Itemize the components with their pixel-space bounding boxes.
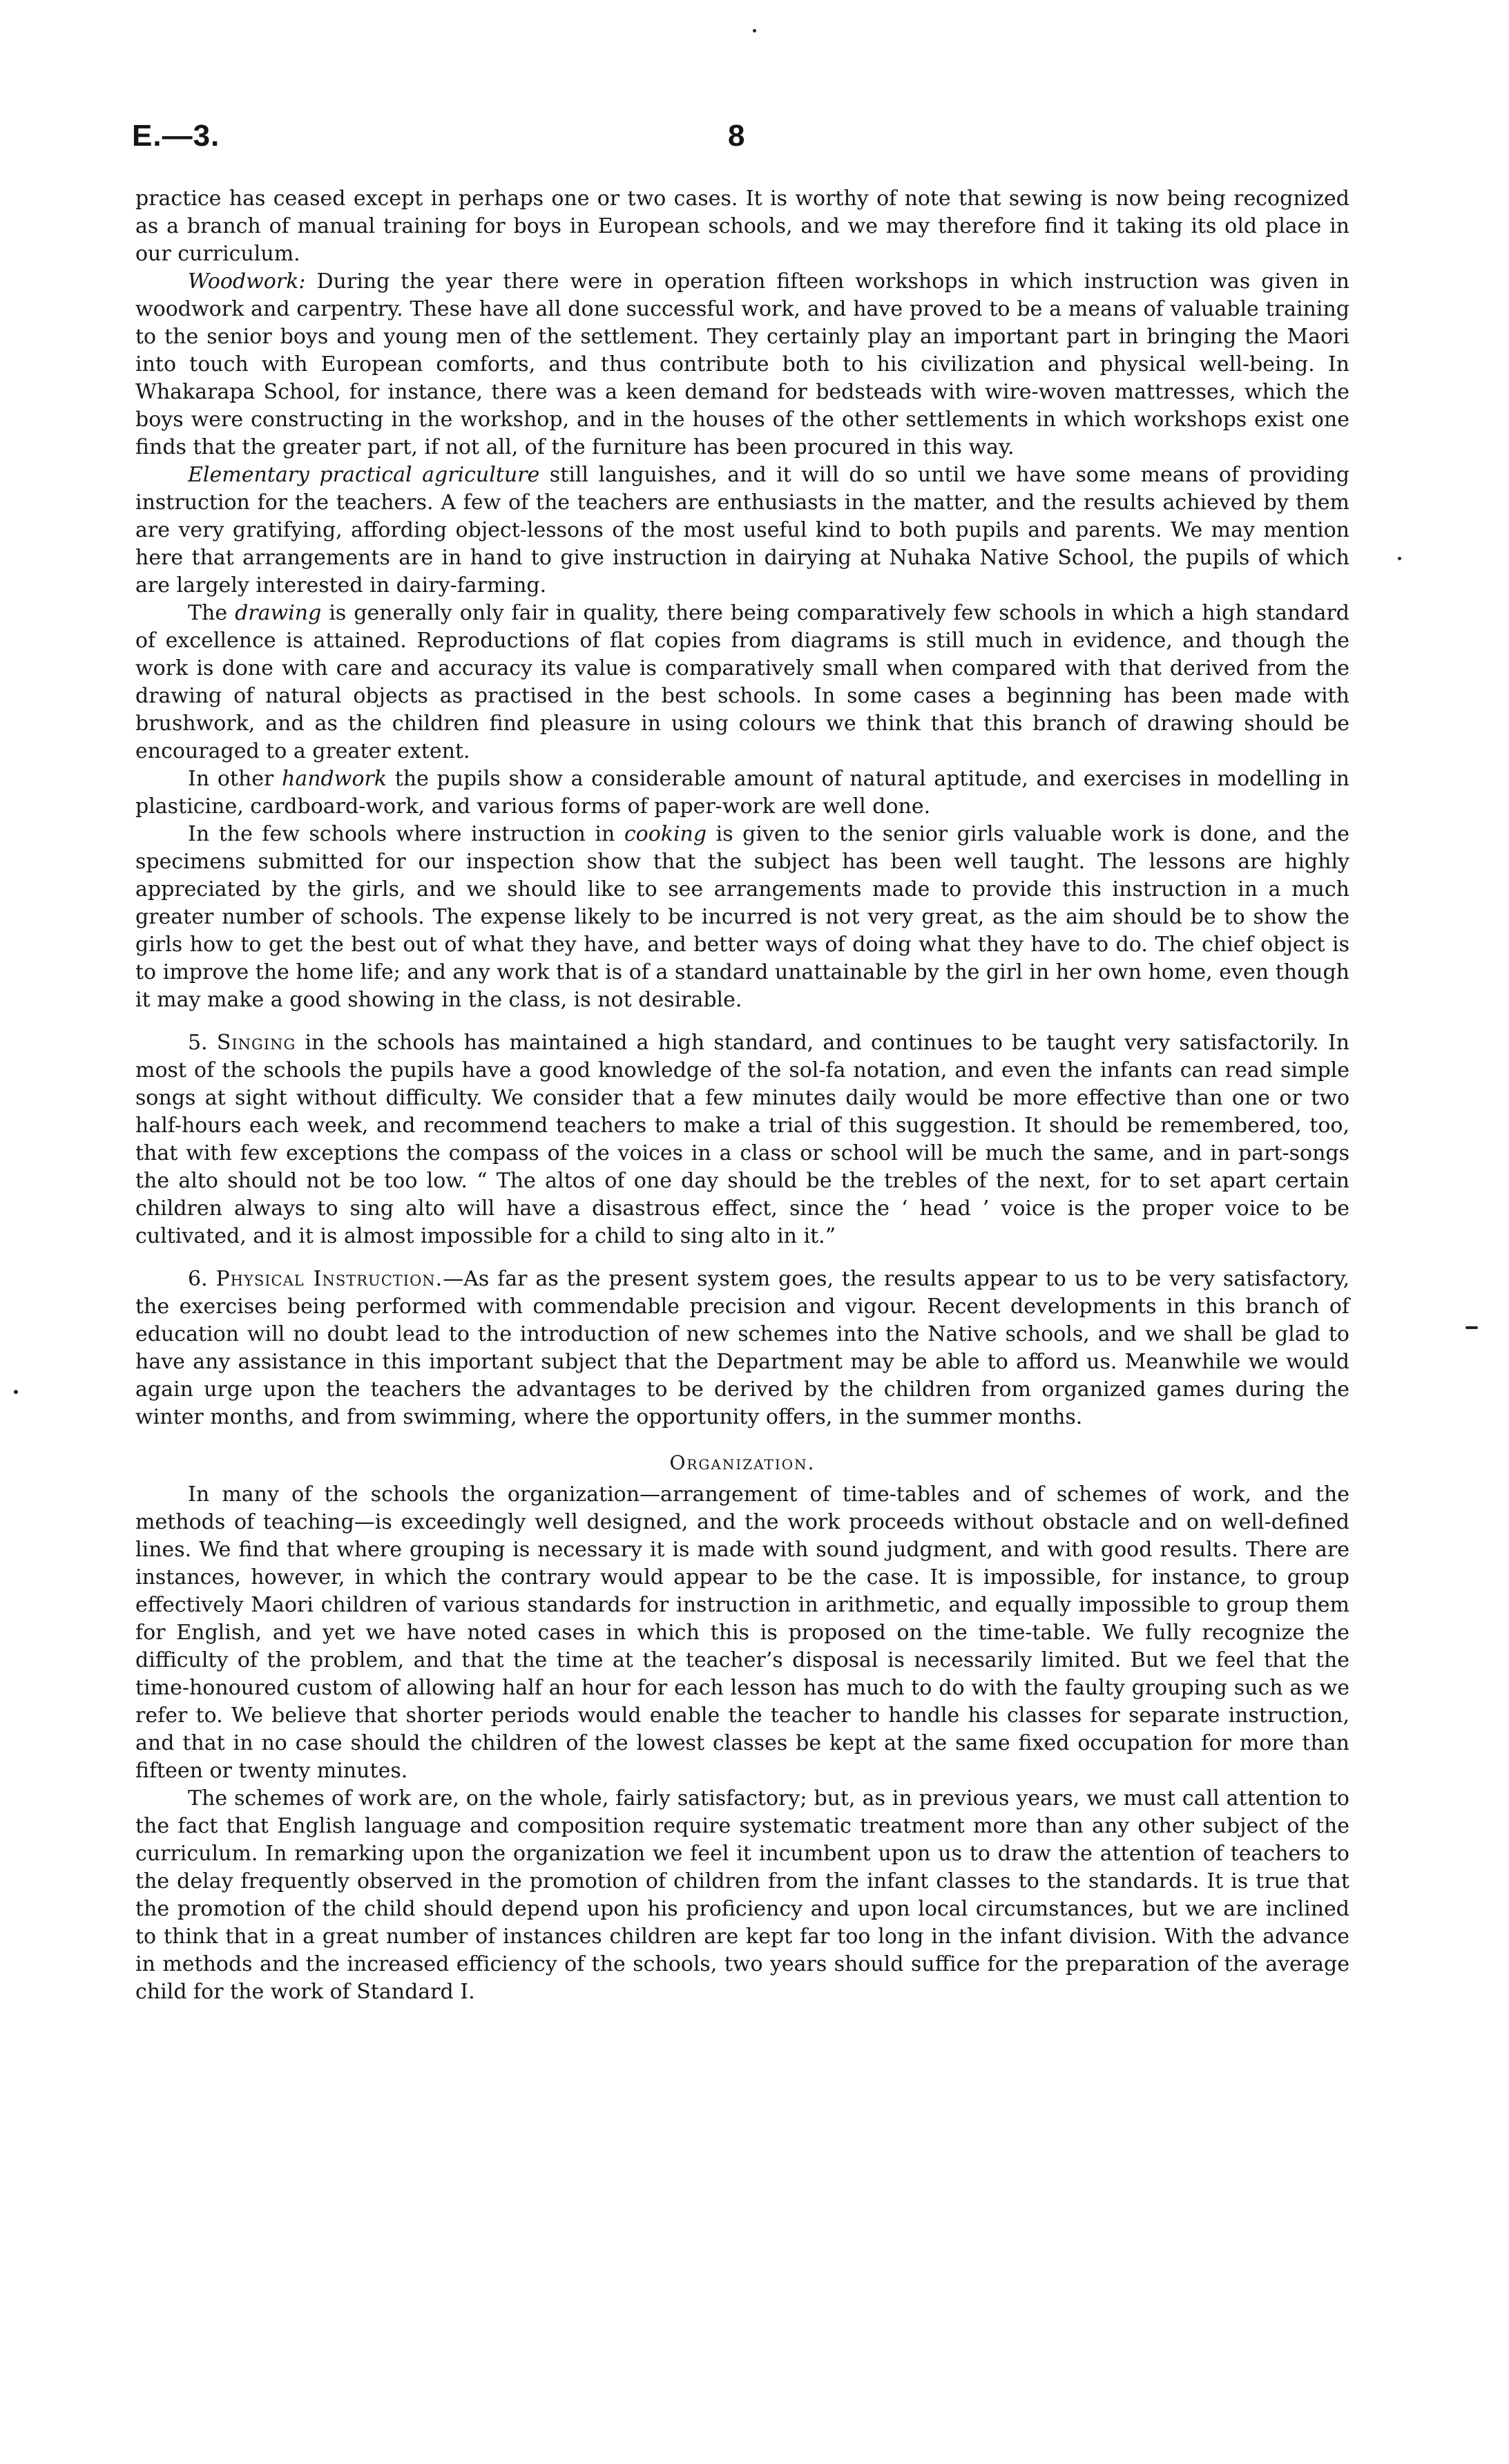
- cooking-label: cooking: [624, 822, 707, 846]
- woodwork-label: Woodwork:: [188, 269, 306, 294]
- paragraph-handwork: In other handwork the pupils show a considerable amount of natural aptitude, and exercises in modelling in plasticine, cardboard-work, and various forms of paper-work are well done.: [135, 767, 1349, 819]
- paragraph-drawing: The drawing is generally only fair in quality, there being comparatively few schools in which a high standard of excellence is attained. Reproductions of flat copies from diagrams is still much in evidence, and though the work is done with care and accuracy its value is comparatively small when compared with that derived from the drawing of natural objects as practised in the best schools. In some cases a beginning has been made with brushwork, and as the children find pleasure in using colours we think that this branch of drawing should be encouraged to a greater extent.: [135, 601, 1349, 763]
- body-text: [135, 185, 1349, 2006]
- drawing-label: drawing: [235, 601, 322, 625]
- scan-speck: [1398, 557, 1401, 560]
- scan-speck: [14, 1390, 18, 1394]
- agriculture-label: Elementary practical agriculture: [188, 463, 540, 487]
- paragraph-organization-1: In many of the schools the organization—arrangement of time-tables and of schemes of work, and the methods of teaching—is exceedingly well designed, and the work proceeds without obstacle and on well-defined lines. We find that where grouping is necessary it is made with sound judgment, and with good results. There are instances, however, in which the contrary would appear to be the case. It is impossible, for instance, to group effectively Maori children of various standards for instruction in arithmetic, and equally impossible to group them for English, and yet we have noted cases in which this is proposed on the time-table. We fully recognize the difficulty of the problem, and that the time at the teacher’s disposal is necessarily limited. But we feel that the time-honoured custom of allowing half an hour for each lesson has much to do with the faulty grouping such as we refer to. We believe that shorter periods would enable the teacher to handle his classes for separate instruction, and that in no case should the children of the lowest classes be kept at the same fixed occupation for more than fifteen or twenty minutes.: [135, 1482, 1349, 1783]
- paragraph-organization-2: The schemes of work are, on the whole, fairly satisfactory; but, as in previous years, we must call attention to the fact that English language and composition require systematic treatment more than any other subject of the curriculum. In remarking upon the organization we feel it incumbent upon us to draw the attention of teachers to the delay frequently observed in the promotion of children from the infant classes to the standards. It is true that the promotion of the child should depend upon his proficiency and upon local circumstances, but we are inclined to think that in a great number of instances children are kept far too long in the infant division. With the advance in methods and the increased efficiency of the schools, two years should suffice for the preparation of the average child for the work of Standard I.: [135, 1786, 1349, 2004]
- paragraph-intro: practice has ceased except in perhaps one or two cases. It is worthy of note that sewing is now being recognized as a branch of manual training for boys in European schools, and we may therefore find it taking its old place in our curriculum.: [135, 187, 1349, 266]
- paragraph-agriculture: Elementary practical agriculture still languishes, and it will do so until we have some means of providing instruction for the teachers. A few of the teachers are enthusiasts in the matter, and the results achieved by them are very gratifying, affording object-lessons of the most useful kind to both pupils and parents. We may mention here that arrangements are in hand to give instruction in dairying at Nuhaka Native School, the pupils of which are largely interested in dairy-farming.: [135, 463, 1349, 598]
- page-number: 8: [728, 119, 745, 153]
- paragraph-woodwork: Woodwork: During the year there were in operation fifteen workshops in which instruction was given in woodwork and carpentry. These have all done successful work, and have proved to be a means of valuable training to the senior boys and young men of the settlement. They certainly play an important part in bringing the Maori into touch with European comforts, and thus contribute both to his civilization and physical well-being. In Whakarapa School, for instance, there was a keen demand for bedsteads with wire-woven mattresses, which the boys were constructing in the workshop, and in the houses of the other settlements in which workshops exist one finds that the greater part, if not all, of the furniture has been procured in this way.: [135, 269, 1349, 459]
- paragraph-singing: 5. Singing in the schools has maintained a high standard, and continues to be taught very satisfactorily. In most of the schools the pupils have a good knowledge of the sol-fa notation, and even the infants can read simple songs at sight without difficulty. We consider that a few minutes daily would be more effective than one or two half-hours each week, and recommend teachers to make a trial of this suggestion. It should be remembered, too, that with few exceptions the compass of the voices in a class or school will be much the same, and in part-songs the alto should not be too low. “ The altos of one day should be the trebles of the next, for to set apart certain children always to sing alto will have a disastrous effect, since the ‘ head ’ voice is the proper voice to be cultivated, and it is almost impossible for a child to sing alto in it.”: [135, 1031, 1349, 1248]
- singing-label: Singing: [216, 1031, 296, 1055]
- scan-speck: [1465, 1326, 1478, 1329]
- organization-heading: Organization.: [669, 1451, 816, 1474]
- paragraph-cooking: In the few schools where instruction in cooking is given to the senior girls valuable work is done, and the specimens submitted for our inspection show that the subject has been well taught. The lessons are highly appreciated by the girls, and we should like to see arrangements made to provide this instruction in a much greater number of schools. The expense likely to be incurred is not very great, as the aim should be to show the girls how to get the best out of what they have, and better ways of doing what they have to do. The chief object is to improve the home life; and any work that is of a standard unattainable by the girl in her own home, even though it may make a good showing in the class, is not desirable.: [135, 822, 1349, 1012]
- handwork-label: handwork: [282, 767, 387, 791]
- scan-speck: [753, 29, 756, 32]
- paragraph-physical: 6. Physical Instruction.—As far as the present system goes, the results appear to us to be very satisfactory, the exercises being performed with commendable precision and vigour. Recent developments in this branch of education will no doubt lead to the introduction of new schemes into the Native schools, and we shall be glad to have any assistance in this important subject that the Department may be able to afford us. Meanwhile we would again urge upon the teachers the advantages to be derived by the children from organized games during the winter months, and from swimming, where the opportunity offers, in the summer months.: [135, 1267, 1349, 1429]
- physical-label: Physical Instruction.: [215, 1267, 443, 1291]
- report-code: E.—3.: [132, 119, 220, 153]
